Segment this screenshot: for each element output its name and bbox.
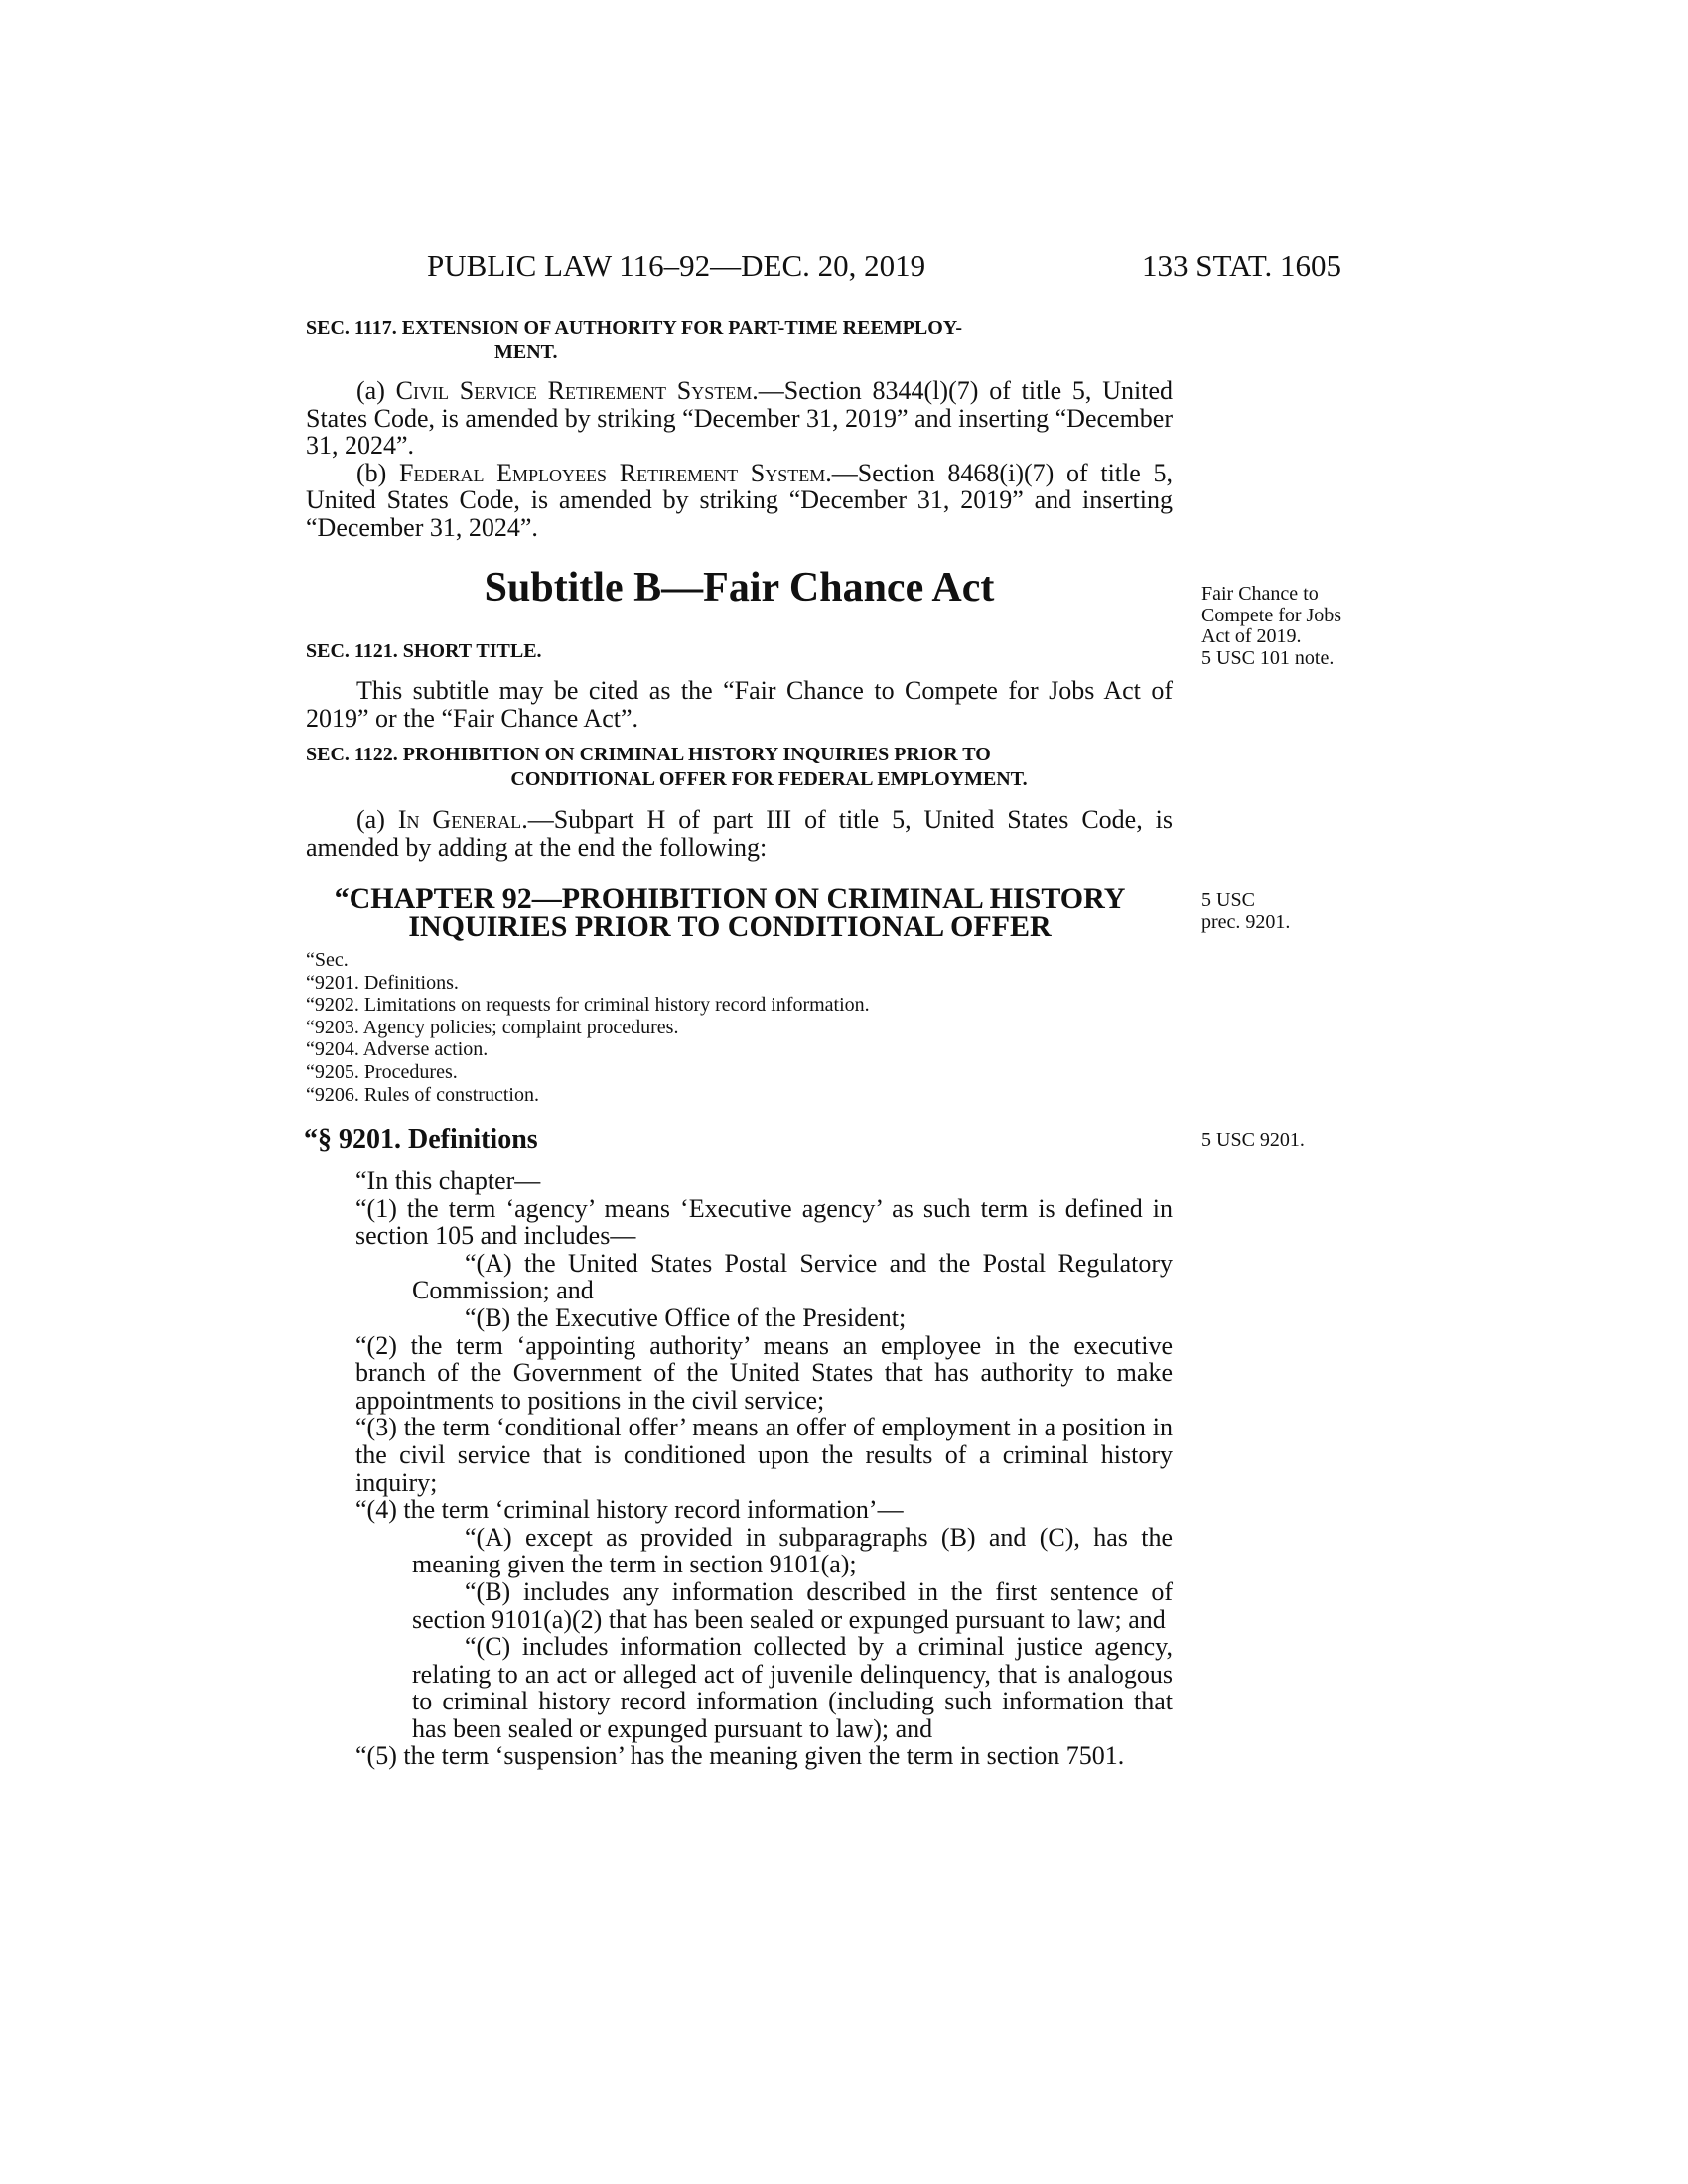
definition-1B: “(B) the Executive Office of the President; <box>465 1302 907 1332</box>
definition-1A: “(A) the United States Postal Service and the Postal Regulatory Commission; and <box>412 1248 1173 1305</box>
page-number: 133 STAT. 1605 <box>1142 248 1342 283</box>
running-header-title: PUBLIC LAW 116–92—DEC. 20, 2019 <box>427 248 926 283</box>
sec-1122-body: (a) In General.—Subpart H of part III of title 5, United States Code, is amended by adding at the end the following: <box>306 805 1173 862</box>
sec-1117-body <box>306 377 1173 542</box>
sec-1121-heading: SEC. 1121. SHORT TITLE. <box>306 640 542 662</box>
heading-line: MENT. <box>494 341 558 363</box>
table-of-sections <box>306 949 1173 1106</box>
margin-note-chapter: 5 USC prec. 9201. <box>1201 889 1291 933</box>
heading-line: SEC. 1117. EXTENSION OF AUTHORITY FOR PART-TIME REEMPLOY- <box>306 317 963 339</box>
definition-4B: “(B) includes any information described in the first sentence of section 9101(a)(2) that has been sealed or expunged pursuant to law; and <box>412 1576 1173 1634</box>
intro: “In this chapter— <box>355 1166 541 1195</box>
paragraph-b: (b) Federal Employees Retirement System.—Section 8468(i)(7) of title 5, United States Code, is amended by striking “December 31, 2019” and inserting “December 31, 2024”. <box>306 458 1173 542</box>
paragraph-a: (a) Civil Service Retirement System.—Section 8344(l)(7) of title 5, United States Code, is amended by striking “December 31, 2019” and inserting “December 31, 2024”. <box>306 376 1173 461</box>
section-9201-body <box>306 1167 1173 1770</box>
toc-item: “9205. Procedures. <box>306 1060 458 1083</box>
sec-1121-body: This subtitle may be cited as the “Fair Chance to Compete for Jobs Act of 2019” or the “Fair Chance Act”. <box>306 676 1173 733</box>
section-9201-heading: “§ 9201. Definitions <box>304 1124 538 1155</box>
toc-item: “9202. Limitations on requests for criminal history record information. <box>306 994 870 1017</box>
definition-4: “(4) the term ‘criminal history record information’— <box>355 1495 904 1525</box>
chapter-heading: “CHAPTER 92—PROHIBITION ON CRIMINAL HISTORY INQUIRIES PRIOR TO CONDITIONAL OFFER <box>334 883 1126 943</box>
toc-item: “9206. Rules of construction. <box>306 1083 539 1106</box>
margin-note-section: 5 USC 9201. <box>1201 1129 1305 1151</box>
toc-item: “9203. Agency policies; complaint procedures. <box>306 1016 679 1038</box>
definition-1: “(1) the term ‘agency’ means ‘Executive agency’ as such term is defined in section 105 and includes— <box>355 1193 1173 1251</box>
toc-item: “9201. Definitions. <box>306 971 459 994</box>
sec-1122-heading: SEC. 1122. PROHIBITION ON CRIMINAL HISTORY INQUIRIES PRIOR TO CONDITIONAL OFFER FOR FEDERAL EMPLOYMENT. <box>306 744 1028 790</box>
definition-4C: “(C) includes information collected by a criminal justice agency, relating to an act or alleged act of juvenile delinquency, that is analogous to criminal history record information (including such information that has been sealed or expunged pursuant to law); and <box>412 1632 1173 1743</box>
toc-item: “9204. Adverse action. <box>306 1038 489 1061</box>
subtitle-heading: Subtitle B—Fair Chance Act <box>484 565 995 611</box>
toc-item: “Sec. <box>306 949 349 971</box>
sec-1117-heading <box>306 316 1173 365</box>
definition-2: “(2) the term ‘appointing authority’ means an employee in the executive branch of the Government of the United States that has authority to make appointments to positions in the civil service; <box>355 1330 1173 1415</box>
margin-note-short-title: Fair Chance to Compete for Jobs Act of 2019. 5 USC 101 note. <box>1201 583 1342 669</box>
definition-5: “(5) the term ‘suspension’ has the meaning given the term in section 7501. <box>355 1741 1125 1771</box>
definition-3: “(3) the term ‘conditional offer’ means an offer of employment in a position in the civil service that is conditioned upon the results of a criminal history inquiry; <box>355 1413 1173 1497</box>
definition-4A: “(A) except as provided in subparagraphs (B) and (C), has the meaning given the term in section 9101(a); <box>412 1522 1173 1579</box>
